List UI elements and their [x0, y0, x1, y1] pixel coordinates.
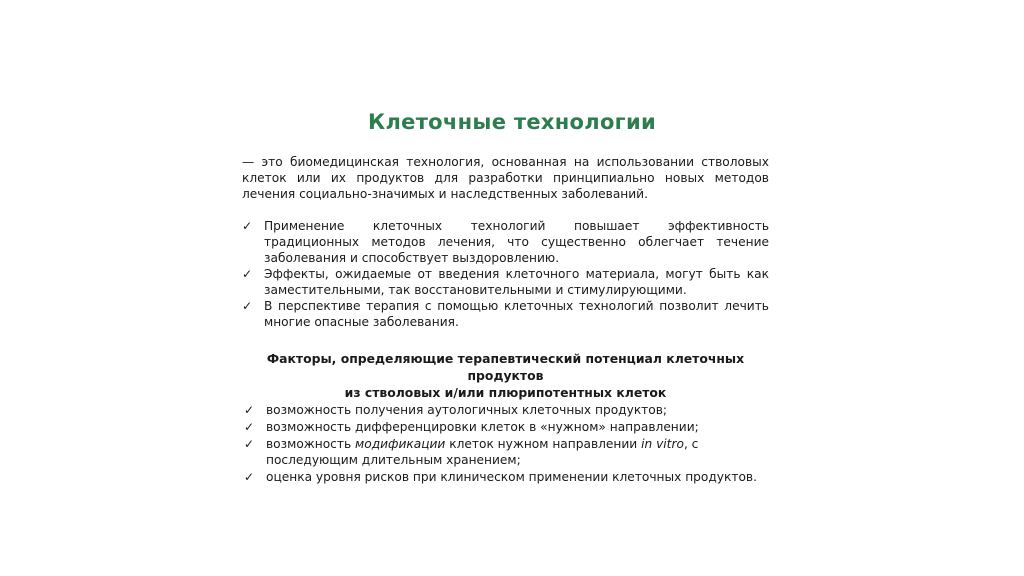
definition-paragraph: — это биомедицинская технология, основанная на использовании стволовых клеток или их продуктов для разработки принципиально новых методов лечения социально-значимых и наследственных заболеваний.: [242, 155, 769, 201]
list-item: [242, 402, 769, 418]
list-item: [242, 218, 769, 266]
list-item: [242, 436, 769, 468]
check-icon: ✓: [242, 299, 253, 313]
slide-title: Клеточные технологии: [368, 110, 656, 134]
list-item: [242, 419, 769, 435]
list-item-text: возможность дифференцировки клеток в «нужном» направлении;: [266, 420, 699, 434]
list-item-text: , с последующим длительным хранением;: [266, 437, 699, 467]
check-icon: ✓: [242, 219, 253, 233]
list-item-text: В перспективе терапия с помощью клеточных технологий позволит лечить многие опасные заболевания.: [264, 299, 769, 329]
check-icon: ✓: [244, 403, 255, 417]
list-item-text: оценка уровня рисков при клиническом применении клеточных продуктов.: [266, 470, 757, 484]
list-item-text: Применение клеточных технологий повышает эффективность традиционных методов лечения, что существенно облегчает течение заболевания и способствует выздоровлению.: [264, 219, 769, 265]
list-item-italic-text: in vitro: [641, 437, 684, 451]
list-item-text: клеток нужном направлении: [449, 437, 638, 451]
list-item-text: возможность: [266, 437, 352, 451]
check-icon: ✓: [244, 470, 255, 484]
list-item: [242, 469, 769, 485]
list-item: [242, 298, 769, 330]
list-item-italic-text: модификации: [355, 437, 446, 451]
list-item-text: возможность получения аутологичных клеточных продуктов;: [266, 403, 668, 417]
list-item-text: Эффекты, ожидаемые от введения клеточного материала, могут быть как заместительными, так восстановительными и стимулирующими.: [264, 267, 769, 297]
factors-list: [242, 402, 769, 485]
list-item: [242, 266, 769, 298]
check-icon: ✓: [242, 267, 253, 281]
check-icon: ✓: [244, 437, 255, 451]
check-icon: ✓: [244, 420, 255, 434]
benefits-list: [242, 218, 769, 330]
factors-heading-line: из стволовых и/или плюрипотентных клеток: [344, 385, 667, 400]
factors-heading-line: Факторы, определяющие терапевтический потенциал клеточных продуктов: [266, 351, 745, 383]
factors-heading: [242, 350, 769, 401]
